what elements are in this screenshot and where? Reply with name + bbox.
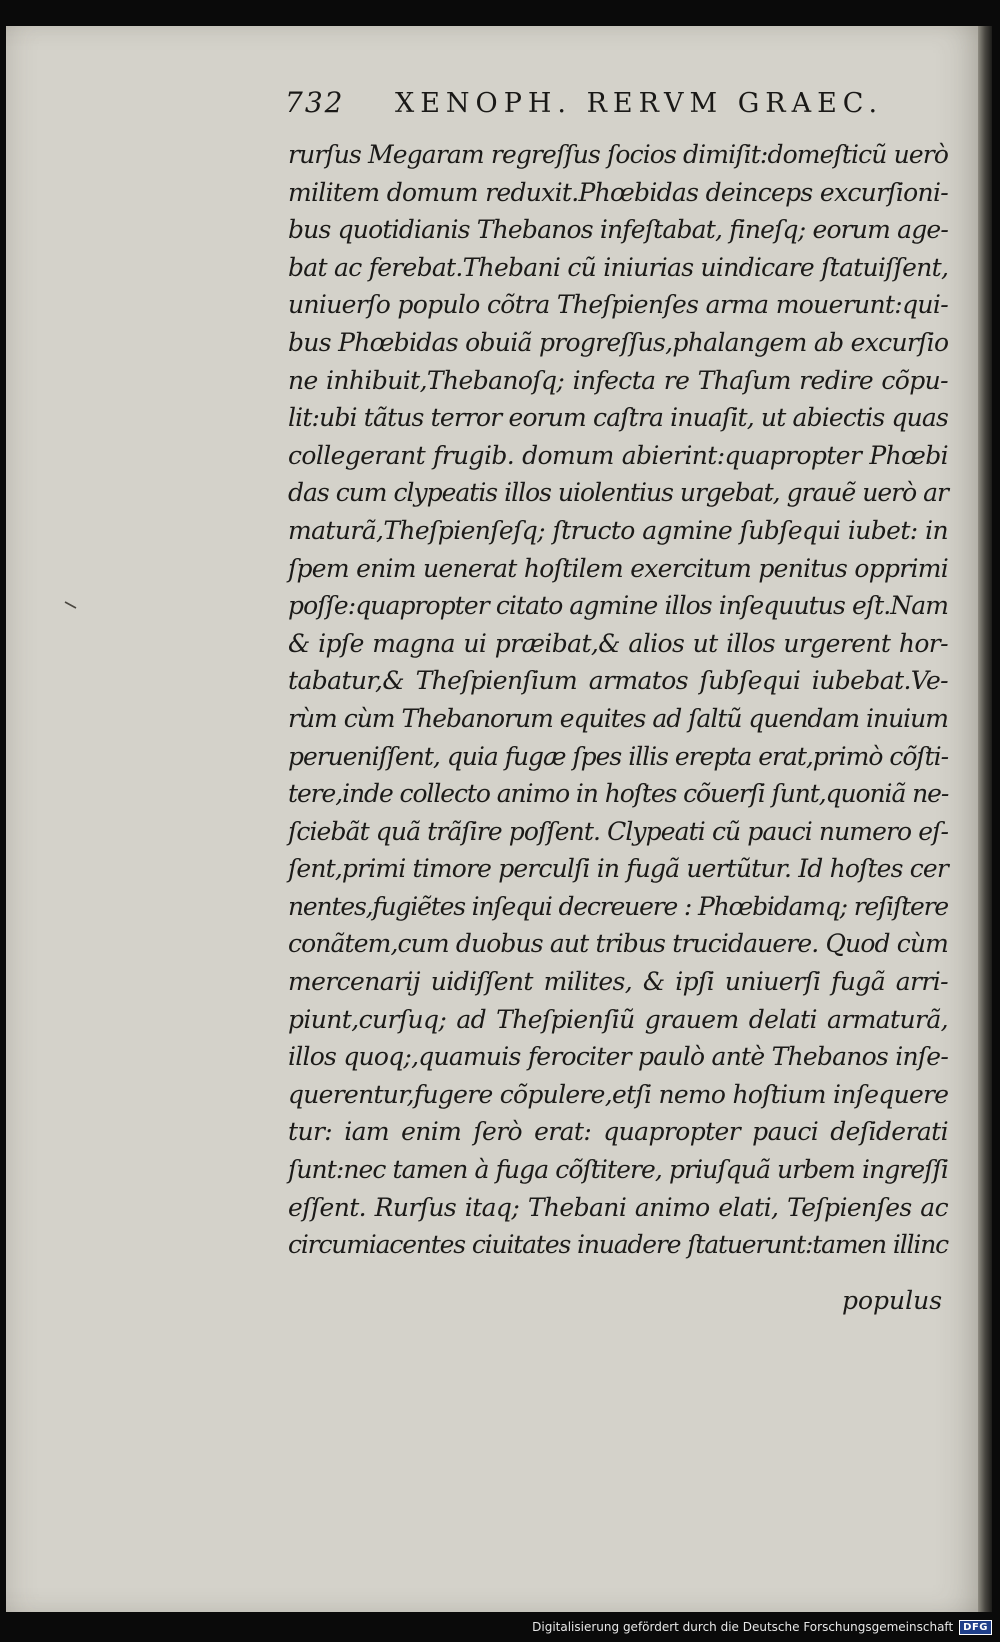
page-header <box>285 86 945 126</box>
text-line: perueniſſent, quia fugæ ſpes illis erepta erat,primò cõſti- <box>288 741 948 771</box>
text-line: rurſus Megaram regreſſus ſocios dimiſit:domeſticũ uerò <box>288 140 948 169</box>
footer-credit: Digitalisierung gefördert durch die Deutsche Forschungsgemeinschaft <box>532 1620 954 1634</box>
text-line: mercenarij uidiſſent milites, & ipſi uniuerſi fugã arri- <box>288 967 948 997</box>
text-line: lit:ubi tãtus terror eorum caſtra inuaſit, ut abiectis quas <box>288 403 948 433</box>
body-text <box>288 136 948 1264</box>
text-line: rùm cùm Thebanorum equites ad ſaltũ quendam inuium <box>288 703 948 733</box>
text-line: militem domum reduxit.Phœbidas deinceps excurſioni- <box>288 177 948 207</box>
text-line: tere,inde collecto animo in hoſtes cõuerſi ſunt,quoniã ne- <box>288 779 949 809</box>
text-line: ſciebãt quã trãſire poſſent. Clypeati cũ pauci numero eſ- <box>288 816 949 846</box>
text-line: collegerant frugib. domum abierint:quapropter Phœbi <box>288 440 948 470</box>
text-line: bat ac ferebat.Thebani cũ iniurias uindicare ſtatuiſſent, <box>288 252 949 282</box>
text-line: ſunt:nec tamen à fuga cõſtitere, priuſquã urbem ingreſſi <box>288 1155 948 1185</box>
text-line: querentur,fugere cõpulere,etſi nemo hoſtium inſequere <box>288 1079 949 1109</box>
text-line: bus quotidianis Thebanos infeſtabat, fineſq; eorum age- <box>288 215 948 245</box>
text-line: ſpem enim uenerat hoſtilem exercitum penitus opprimi <box>288 553 948 583</box>
folio-number: 732 <box>285 86 345 119</box>
text-line: & ipſe magna ui præibat,& alios ut illos urgerent hor- <box>288 628 948 658</box>
text-line: poſſe:quapropter citato agmine illos inſequutus eſt.Nam <box>288 591 948 621</box>
page-edge-shadow <box>978 26 992 1612</box>
text-line: piunt,curſuq; ad Theſpienſiũ grauem delati armaturã, <box>288 1004 948 1034</box>
dfg-logo-icon: DFG <box>959 1620 992 1635</box>
text-line: eſſent. Rurſus itaq; Thebani animo elati, Teſpienſes ac <box>288 1192 948 1222</box>
text-line: nentes,fugiẽtes inſequi decreuere : Phœbidamq; reſiſtere <box>288 891 948 921</box>
text-line: illos quoq;,quamuis ferociter paulò antè Thebanos inſe- <box>288 1042 948 1072</box>
text-line: tur: iam enim ſerò erat: quapropter pauci deſiderati <box>288 1117 948 1147</box>
text-line: conãtem,cum duobus aut tribus trucidauere. Quod cùm <box>288 929 948 959</box>
digitization-footer <box>532 1616 992 1638</box>
stray-ink-mark <box>64 600 78 610</box>
catchword: populus <box>842 1286 943 1315</box>
text-line: das cum clypeatis illos uiolentius urgebat, grauẽ uerò ar <box>288 478 948 508</box>
text-line: ſent,primi timore perculſi in fugã uertũtur. Id hoſtes cer <box>288 854 948 884</box>
text-line: uniuerſo populo cõtra Theſpienſes arma mouerunt:qui- <box>288 290 948 320</box>
text-line: bus Phœbidas obuiã progreſſus,phalangem ab excurſio <box>288 327 949 357</box>
text-line: maturã,Theſpienſeſq; ſtructo agmine ſubſequi iubet: in <box>288 515 948 545</box>
text-line: tabatur,& Theſpienſium armatos ſubſequi iubebat.Ve- <box>288 666 948 696</box>
running-head: XENOPH. RERVM GRAEC. <box>395 88 884 119</box>
text-line: ne inhibuit,Thebanoſq; infecta re Thaſum redire cõpu- <box>288 365 948 395</box>
text-line: circumiacentes ciuitates inuadere ſtatuerunt:tamen illinc <box>288 1230 948 1260</box>
